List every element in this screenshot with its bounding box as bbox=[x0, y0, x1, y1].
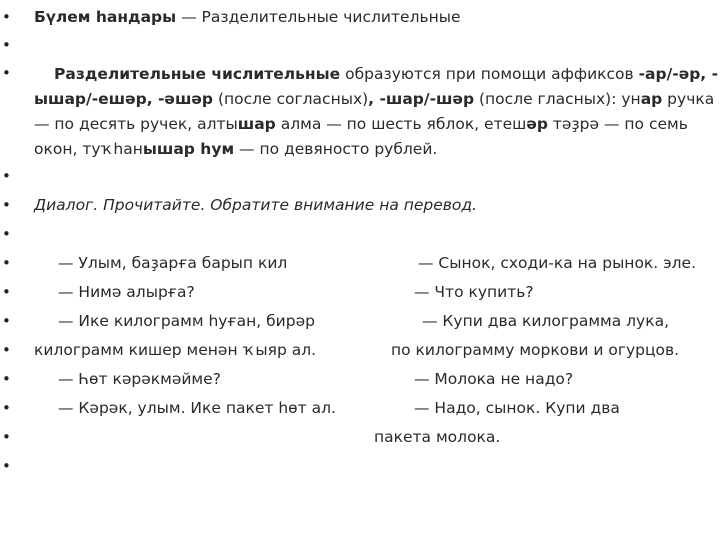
rule-text: (после согласных) bbox=[213, 90, 369, 108]
bullet-marker: • bbox=[2, 457, 11, 475]
heading-rest: — Разделительные числительные bbox=[176, 8, 461, 26]
rule-affix: әр bbox=[526, 115, 548, 133]
bullet-marker: • bbox=[2, 64, 11, 82]
rule-text: алма — по шесть яблок, етеш bbox=[275, 115, 527, 133]
bullet-marker: • bbox=[2, 341, 11, 359]
dialog-right-line: — Что купить? bbox=[414, 283, 534, 301]
rule-line-2 bbox=[34, 88, 714, 110]
rule-affix: ышар/-ешәр, -әшәр bbox=[34, 90, 214, 108]
dialog-right-line: пакета молока. bbox=[374, 428, 501, 446]
bullet-marker: • bbox=[2, 254, 11, 272]
rule-text: — по девяносто рублей. bbox=[234, 140, 438, 158]
dialog-left-line: — Улым, баҙарға барып кил bbox=[58, 254, 288, 272]
dialog-left-line: — Һөт кәрәкмәйме? bbox=[58, 370, 221, 388]
heading-bold: Бүлем һандары bbox=[34, 8, 177, 26]
rule-line-3 bbox=[34, 113, 688, 135]
bullet-marker: • bbox=[2, 8, 11, 26]
bullet-marker: • bbox=[2, 428, 11, 446]
dialog-right-line: — Надо, сынок. Купи два bbox=[414, 399, 620, 417]
rule-text: тәҙрә — по семь bbox=[547, 115, 688, 133]
rule-affix: ар bbox=[640, 90, 663, 108]
bullet-marker: • bbox=[2, 225, 11, 243]
bullet-marker: • bbox=[2, 196, 11, 214]
bullet-marker: • bbox=[2, 167, 11, 185]
dialog-right-line: — Сынок, сходи-ка на рынок. эле. bbox=[418, 254, 697, 272]
rule-text: — по десять ручек, алты bbox=[34, 115, 238, 133]
dialog-left-line: килограмм кишер менән ҡыяр ал. bbox=[34, 341, 317, 359]
dialog-right-line: по килограмму моркови и огурцов. bbox=[391, 341, 680, 359]
dialog-left-line: — Ике килограмм һуған, бирәр bbox=[58, 312, 315, 330]
bullet-marker: • bbox=[2, 312, 11, 330]
slide-heading bbox=[34, 6, 461, 28]
bullet-marker: • bbox=[2, 370, 11, 388]
rule-text: ручка bbox=[662, 90, 715, 108]
rule-text: (после гласных): ун bbox=[474, 90, 641, 108]
dialog-left-line: — Нимә алырға? bbox=[58, 283, 195, 301]
bullet-marker: • bbox=[2, 399, 11, 417]
rule-affix: , -шар/-шәр bbox=[368, 90, 475, 108]
rule-text: образуются при помощи аффиксов bbox=[340, 65, 639, 83]
rule-term: Разделительные числительные bbox=[54, 65, 341, 83]
rule-line-1 bbox=[54, 63, 718, 85]
bullet-marker: • bbox=[2, 283, 11, 301]
dialog-right-line: — Молока не надо? bbox=[414, 370, 574, 388]
rule-line-4 bbox=[34, 138, 437, 160]
rule-text: окон, туҡһан bbox=[34, 140, 143, 158]
dialog-left-line: — Кәрәк, улым. Ике пакет һөт ал. bbox=[58, 399, 336, 417]
rule-affix: шар bbox=[237, 115, 276, 133]
dialog-intro: Диалог. Прочитайте. Обратите внимание на перевод. bbox=[34, 196, 478, 214]
rule-affix: -ар/-әр, - bbox=[638, 65, 719, 83]
dialog-right-line: — Купи два килограмма лука, bbox=[422, 312, 670, 330]
rule-affix: ышар һум bbox=[142, 140, 235, 158]
bullet-marker: • bbox=[2, 36, 11, 54]
